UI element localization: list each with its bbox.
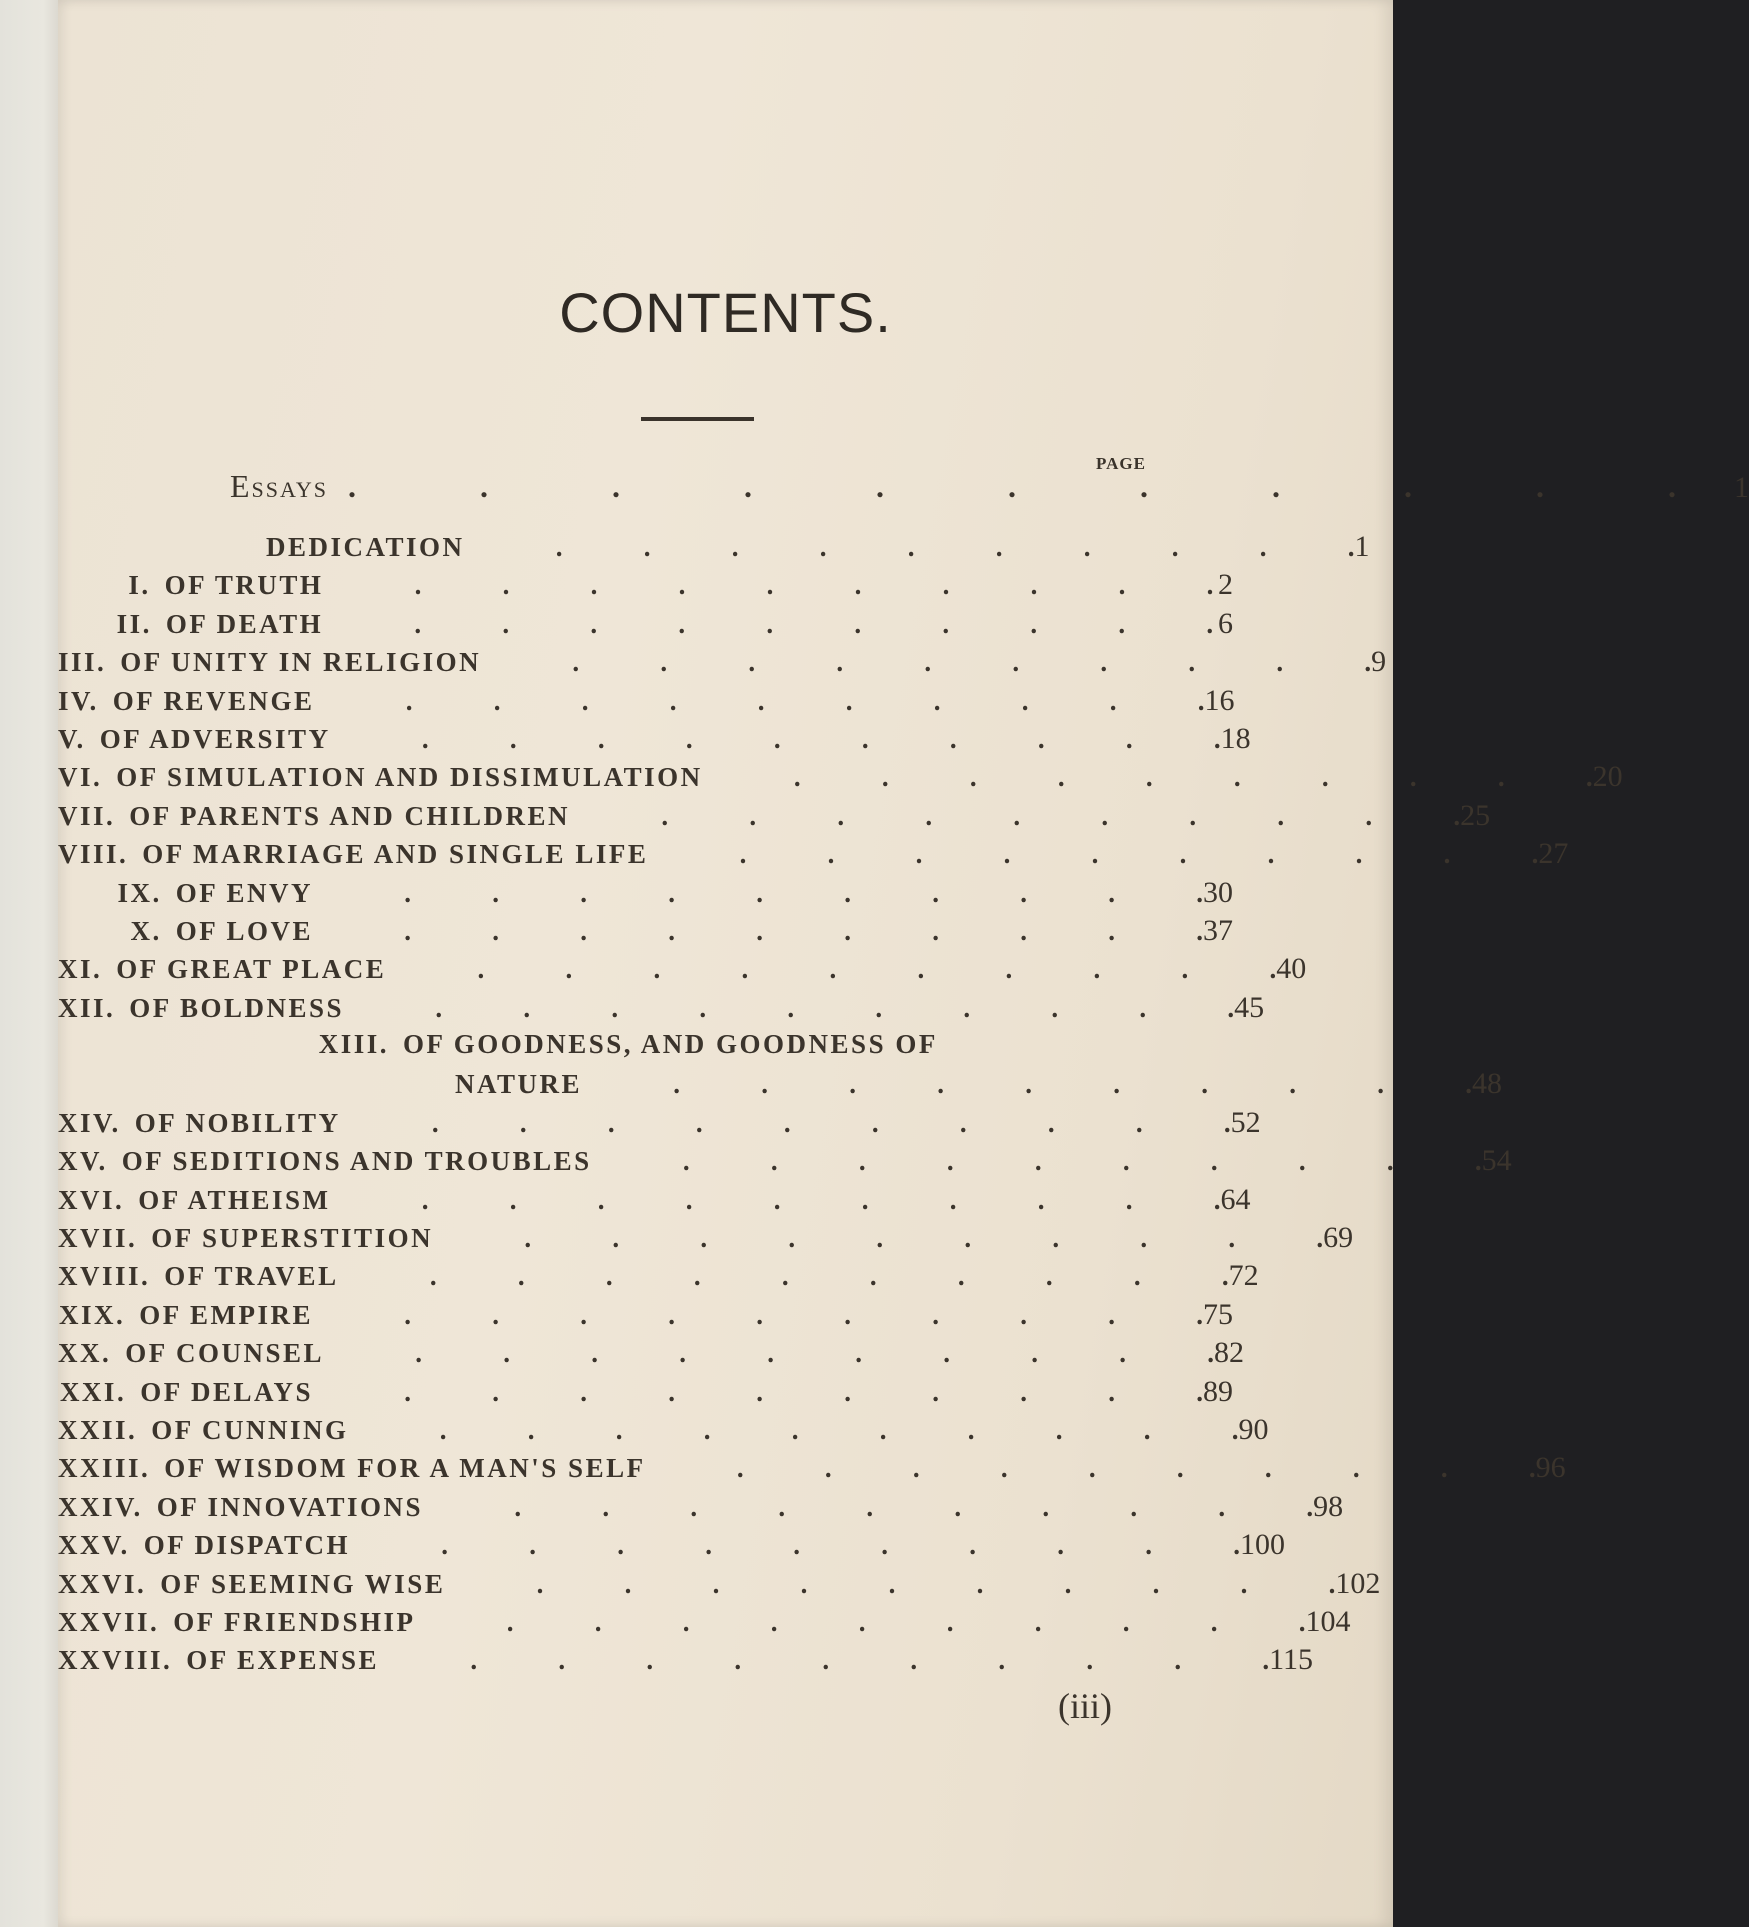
chapter-numeral: II. xyxy=(116,608,152,639)
toc-entry xyxy=(58,1567,1393,1605)
toc-entry xyxy=(58,1605,1393,1643)
toc-entry xyxy=(58,1067,1503,1105)
chapter-numeral: XXII. xyxy=(58,1414,138,1445)
toc-entry xyxy=(58,952,1393,990)
chapter-title: OF INNOVATIONS xyxy=(156,1491,424,1522)
chapter-page-number: 6 xyxy=(1218,606,1233,640)
toc-entry xyxy=(58,568,1393,606)
chapter-title: OF GOODNESS, AND GOODNESS OF xyxy=(403,1029,938,1060)
dot-leader: .......... xyxy=(572,647,1372,678)
dot-leader: .......... xyxy=(435,992,1235,1023)
page-column-header: PAGE xyxy=(1096,454,1146,473)
chapter-page-number: 20 xyxy=(1592,760,1623,794)
dot-leader: .......... xyxy=(555,532,1355,562)
chapter-numeral: XIV. xyxy=(58,1107,121,1138)
dot-leader: .......... xyxy=(441,1530,1241,1561)
chapter-page-number: 102 xyxy=(1335,1566,1381,1600)
chapter-title: OF CUNNING xyxy=(151,1414,349,1445)
dot-leader: .......... xyxy=(477,954,1277,985)
chapter-title: OF UNITY IN RELIGION xyxy=(120,647,482,678)
toc-entry xyxy=(58,991,1393,1029)
chapter-page-number: 69 xyxy=(1323,1221,1354,1255)
dot-leader: .......... xyxy=(404,1299,1203,1330)
chapter-numeral: XXVI. xyxy=(58,1568,147,1599)
chapter-page-number: 64 xyxy=(1220,1182,1251,1216)
chapter-page-number: 90 xyxy=(1238,1412,1269,1446)
chapter-numeral: V. xyxy=(58,723,86,754)
chapter-numeral: XI. xyxy=(58,954,103,985)
chapter-title: OF DEATH xyxy=(165,608,324,639)
essays-label: Essays xyxy=(230,468,329,504)
dot-leader: .......... xyxy=(421,1184,1221,1215)
dot-leader: .......... xyxy=(404,877,1203,908)
chapter-title: OF NOBILITY xyxy=(134,1107,341,1138)
chapter-page-number: 52 xyxy=(1230,1105,1261,1139)
toc-entry xyxy=(58,684,1393,722)
chapter-title: OF SEEMING WISE xyxy=(160,1568,446,1599)
chapter-title: OF ENVY xyxy=(175,877,313,908)
chapter-numeral: XXVII. xyxy=(58,1606,160,1637)
dot-leader: .......... xyxy=(414,608,1214,639)
chapter-title: OF TRUTH xyxy=(164,570,324,601)
toc-entry xyxy=(58,1490,1393,1528)
chapter-numeral: XIII. xyxy=(318,1029,389,1060)
toc-entry xyxy=(58,1183,1393,1221)
title-rule xyxy=(641,417,754,421)
toc-entry xyxy=(58,1106,1393,1144)
chapter-numeral: XX. xyxy=(58,1338,112,1369)
chapter-page-number: 16 xyxy=(1204,683,1235,717)
chapter-numeral: XV. xyxy=(58,1146,108,1177)
folio-page-number: (iii) xyxy=(1058,1686,1112,1726)
chapter-title: OF LOVE xyxy=(175,915,313,946)
chapter-numeral: XII. xyxy=(58,992,116,1023)
chapter-page-number: 45 xyxy=(1234,990,1265,1024)
dot-leader: .......... xyxy=(439,1414,1239,1445)
page-title: CONTENTS. xyxy=(559,281,892,344)
chapter-page-number: 48 xyxy=(1472,1067,1503,1101)
dot-leader: .......... xyxy=(793,762,1593,793)
chapter-title: OF WISDOM FOR A MAN'S SELF xyxy=(164,1453,646,1484)
adjacent-page-edge xyxy=(0,0,62,1927)
toc-entry xyxy=(58,1528,1393,1566)
dot-leader: .......... xyxy=(404,1376,1203,1407)
dot-leader: .......... xyxy=(736,1453,1536,1484)
dot-leader: . . . . . . . . . . . xyxy=(348,468,1735,504)
chapter-page-number: 98 xyxy=(1313,1489,1344,1523)
chapter-title: OF PARENTS AND CHILDREN xyxy=(129,800,571,831)
chapter-page-number: 89 xyxy=(1203,1374,1233,1408)
chapter-numeral: III. xyxy=(58,647,107,678)
toc-entry xyxy=(58,760,1623,798)
chapter-title: OF SIMULATION AND DISSIMULATION xyxy=(116,762,703,793)
toc-entry xyxy=(58,1298,1393,1336)
chapter-title: OF ADVERSITY xyxy=(99,723,331,754)
dot-leader: .......... xyxy=(405,685,1205,716)
toc-entry xyxy=(58,876,1393,914)
toc-entry xyxy=(58,645,1393,683)
chapter-page-number: 72 xyxy=(1228,1259,1259,1293)
chapter-numeral: X. xyxy=(130,915,162,946)
chapter-title: NATURE xyxy=(455,1069,583,1100)
chapter-numeral: I. xyxy=(128,570,151,601)
toc-entry xyxy=(58,1413,1393,1451)
chapter-page-number: 9 xyxy=(1371,645,1387,679)
chapter-title: OF ATHEISM xyxy=(138,1184,331,1215)
toc-entry xyxy=(58,1336,1393,1374)
toc-entry xyxy=(58,1451,1566,1489)
essays-heading-row xyxy=(230,468,1749,520)
chapter-title: OF GREAT PLACE xyxy=(116,954,387,985)
chapter-numeral: VIII. xyxy=(58,839,129,870)
chapter-title: OF SUPERSTITION xyxy=(151,1223,434,1254)
chapter-numeral: XXIII. xyxy=(58,1453,151,1484)
chapter-numeral: XXIV. xyxy=(58,1491,143,1522)
contents-list xyxy=(58,530,1623,1682)
toc-entry xyxy=(58,1375,1393,1413)
chapter-numeral: XXV. xyxy=(58,1530,130,1561)
chapter-page-number: 100 xyxy=(1240,1528,1286,1562)
dot-leader: .......... xyxy=(506,1606,1306,1637)
chapter-title: OF DISPATCH xyxy=(143,1530,351,1561)
dot-leader: .......... xyxy=(429,1261,1229,1292)
dot-leader: .......... xyxy=(414,570,1214,601)
dot-leader: .......... xyxy=(415,1338,1215,1369)
chapter-page-number: 30 xyxy=(1203,875,1233,909)
book-page xyxy=(58,0,1749,1927)
chapter-numeral: XXI. xyxy=(59,1376,127,1407)
chapter-page-number: 82 xyxy=(1214,1336,1245,1370)
chapter-title: OF FRIENDSHIP xyxy=(173,1606,416,1637)
dot-leader: .......... xyxy=(661,800,1461,831)
toc-entry xyxy=(58,1643,1393,1681)
chapter-numeral: VI. xyxy=(58,762,103,793)
chapter-page-number: 54 xyxy=(1481,1144,1512,1178)
toc-entry xyxy=(58,1144,1512,1182)
toc-entry xyxy=(58,607,1393,645)
dot-leader: .......... xyxy=(470,1645,1270,1676)
chapter-numeral: XVIII. xyxy=(58,1261,151,1292)
toc-entry xyxy=(58,837,1569,875)
chapter-title: OF DELAYS xyxy=(140,1376,313,1407)
chapter-title: OF MARRIAGE AND SINGLE LIFE xyxy=(142,839,649,870)
chapter-page-number: 104 xyxy=(1305,1604,1351,1638)
chapter-numeral: IX. xyxy=(117,877,162,908)
toc-entry xyxy=(58,798,1491,837)
chapter-page-number: 27 xyxy=(1538,837,1569,871)
chapter-page-number: 75 xyxy=(1203,1297,1233,1331)
dot-leader: .......... xyxy=(431,1107,1231,1138)
chapter-page-number: 2 xyxy=(1218,568,1233,602)
dot-leader: .......... xyxy=(524,1223,1324,1254)
chapter-numeral: VII. xyxy=(58,800,116,831)
chapter-page-number: 37 xyxy=(1203,913,1233,947)
dot-leader: .......... xyxy=(421,723,1221,754)
chapter-page-number: 115 xyxy=(1269,1643,1313,1677)
chapter-title: OF SEDITIONS AND TROUBLES xyxy=(121,1146,592,1177)
chapter-numeral: XXVIII. xyxy=(58,1645,173,1676)
dot-leader: .......... xyxy=(682,1146,1482,1177)
toc-entry xyxy=(58,530,1393,568)
toc-entry xyxy=(58,1259,1393,1297)
chapter-title: OF EXPENSE xyxy=(186,1645,380,1676)
toc-entry xyxy=(58,914,1393,952)
chapter-title: OF COUNSEL xyxy=(125,1338,325,1369)
essays-page-number: 1 xyxy=(1734,471,1749,504)
chapter-page-number: 25 xyxy=(1460,798,1491,832)
chapter-title: DEDICATION xyxy=(266,532,465,562)
chapter-title: OF EMPIRE xyxy=(139,1299,313,1330)
chapter-page-number: 1 xyxy=(1354,530,1370,563)
dot-leader: .......... xyxy=(404,915,1203,946)
chapter-page-number: 18 xyxy=(1220,721,1251,755)
dot-leader: .......... xyxy=(739,839,1539,870)
chapter-numeral: XIX. xyxy=(58,1299,126,1330)
dot-leader: .......... xyxy=(514,1491,1314,1522)
chapter-page-number: 96 xyxy=(1535,1451,1566,1485)
chapter-numeral: IV. xyxy=(58,685,99,716)
toc-entry xyxy=(58,722,1393,760)
chapter-numeral: XVI. xyxy=(58,1184,125,1215)
chapter-page-number: 40 xyxy=(1276,952,1307,986)
toc-entry xyxy=(58,1221,1393,1259)
chapter-title: OF REVENGE xyxy=(112,685,315,716)
chapter-title: OF TRAVEL xyxy=(164,1261,339,1292)
dot-leader: .......... xyxy=(673,1069,1473,1100)
toc-entry xyxy=(58,1029,1393,1067)
chapter-title: OF BOLDNESS xyxy=(129,992,345,1023)
dot-leader: .......... xyxy=(536,1568,1336,1599)
chapter-numeral: XVII. xyxy=(58,1223,138,1254)
